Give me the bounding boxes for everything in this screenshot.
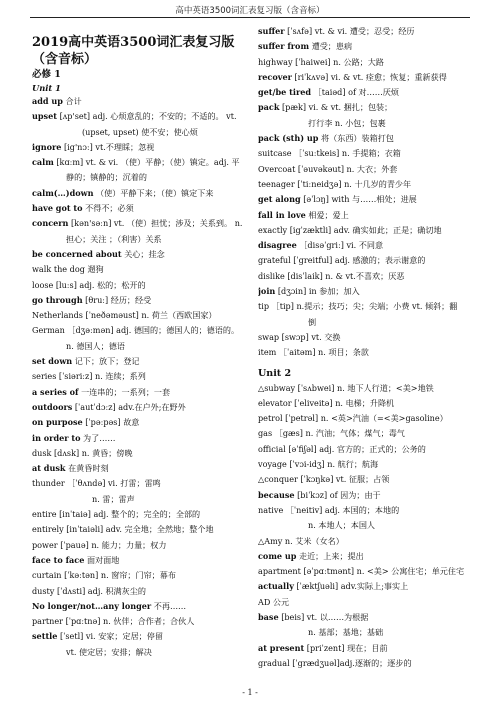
definition: 在黄昏时刻 [65, 463, 109, 474]
vocab-entry [258, 442, 474, 457]
vocab-entry [32, 262, 254, 277]
vocab-entry [258, 177, 474, 192]
definition: n. 本地人；本国人 [308, 520, 376, 531]
definition: item ［ˈaitəm] n. 项目；条款 [258, 347, 369, 358]
headword: outdoors [32, 401, 73, 412]
unit-heading: Unit 2 [258, 367, 292, 379]
definition: ［disəˈgriː] vi. 不同意 [296, 240, 384, 251]
vocab-entry [32, 216, 254, 231]
vocab-entry [32, 369, 254, 384]
definition: Overcoat [ˈəuvəkəut] n. 大衣；外套 [258, 163, 398, 174]
vocab-entry [32, 308, 254, 323]
vocab-entry [258, 284, 474, 299]
headword: have got to [32, 203, 83, 214]
headword: in order to [32, 432, 81, 443]
vocab-entry [258, 564, 474, 579]
definition: [ˈæktʃuəli] adv.实际上;事实上 [293, 581, 409, 592]
vocab-entry [32, 553, 254, 568]
vocab-entry [258, 625, 474, 640]
vocab-entry [258, 579, 474, 594]
definition: walk the dog 遛狗 [32, 264, 104, 275]
vocab-entry [32, 323, 254, 338]
definition: 遭受；患病 [309, 41, 353, 52]
vocab-entry [32, 94, 254, 109]
page-number: - 1 - [242, 688, 258, 697]
headword: get along [258, 194, 301, 205]
vocab-entry [32, 476, 254, 491]
headword: add up [32, 96, 63, 106]
definition: △subway [ˈsʌbwei] n. 地下人行道；<美>地铁 [258, 382, 434, 393]
page-header: 高中英语3500词汇表复习版（含音标） [175, 6, 325, 16]
vocab-entry [32, 568, 254, 583]
vocab-entry [258, 315, 474, 330]
headword: go through [32, 294, 83, 305]
headword: face to face [32, 554, 85, 565]
vocab-entry [258, 85, 474, 100]
vocab-entry [32, 522, 254, 537]
definition: 将（东西）装箱打包 [318, 133, 394, 144]
headword: calm(…)down [32, 187, 94, 198]
headword: No longer/not…any longer [32, 600, 152, 611]
definition: power [ˈpauə] n. 能力；力量；权力 [32, 539, 167, 550]
vocab-entry [258, 238, 474, 253]
definition: suitcase ［ˈsuːtkeis] n. 手提箱；衣箱 [258, 148, 401, 159]
headword: set down [32, 356, 73, 367]
definition: exactly [igˈzæktli] adv. 确实如此；正是；确切地 [258, 224, 442, 235]
vocab-entry [258, 70, 474, 85]
vocab-entry [32, 538, 254, 553]
definition: [ig'nɔː] vt.不理睬；忽视 [61, 141, 155, 152]
book-heading: 必修 1 [32, 69, 61, 80]
headword: disagree [258, 240, 297, 251]
vocab-entry [32, 415, 254, 430]
headword: fall in love [258, 209, 306, 220]
headword: ignore [32, 141, 62, 152]
vocab-entry [32, 170, 254, 185]
definition: German ［dʒəːmən] adj. 德国的；德国人的；德语的。 [32, 325, 240, 336]
definition: [dʒɔin] in 参加；加入 [275, 286, 360, 297]
vocab-entry [258, 192, 474, 207]
vocab-entry [32, 584, 254, 599]
headword: concern [32, 218, 69, 229]
definition: partner [ˈpɑːtnə] n. 伙伴；合作者；合伙人 [32, 616, 195, 627]
headword: settle [32, 631, 58, 642]
headword: on purpose [32, 417, 83, 428]
vocab-entry [32, 201, 254, 216]
vocab-entry [258, 381, 474, 396]
headword: actually [258, 581, 294, 592]
vocab-entry [32, 354, 254, 369]
definition: 担心；关注 ；（利害）关系 [66, 233, 162, 244]
definition: [ʌp'set] adj. 心烦意乱的；不安的；不适的。 vt. [57, 111, 237, 122]
headword: because [258, 489, 295, 500]
definition: ［taiəd] of 对……厌烦 [311, 87, 399, 98]
definition: official [əˈfiʃəl] adj. 官方的；正式的；公务的 [258, 443, 426, 454]
definition: 倒 [308, 316, 317, 327]
definition: 面对面地 [84, 554, 120, 565]
vocab-entry [258, 269, 474, 284]
vocab-entry [258, 208, 474, 223]
definition: native ［ˈneitiv] adj. 本国的；本地的 [258, 504, 400, 515]
definition: apartment [əˈpɑːtmənt] n. <美> 公寓住宅；单元住宅 [258, 566, 465, 577]
definition: n. 雷；雷声 [92, 493, 135, 504]
definition: n. 基部；基地；基础 [308, 627, 384, 638]
vocab-entry [32, 461, 254, 476]
definition: [biˈkɔz] of 因为；由于 [294, 489, 381, 500]
vocab-entry [32, 155, 254, 170]
vocab-entry [258, 488, 474, 503]
vocab-entry [32, 400, 254, 415]
vocab-entry [32, 629, 254, 644]
definition: [ˈsetl] vi. 安家；定居；停留 [57, 631, 163, 642]
definition: △Amy n. 艾米（女名） [258, 535, 344, 546]
definition: gas ［gæs] n. 汽油；气体；煤气；毒气 [258, 428, 405, 439]
headword: a series of [32, 386, 79, 397]
definition: gradual [ˈgrædʒuəl]adj.逐渐的；逐步的 [258, 657, 412, 668]
definition: 相爱；爱上 [305, 209, 349, 220]
definition: entire [inˈtaiə] adj. 整个的；完全的；全部的 [32, 509, 201, 520]
definition: entirely [inˈtaiəli] adv. 完全地；全然地；整个地 [32, 524, 214, 535]
vocab-entry [32, 140, 254, 155]
vocab-entry [258, 534, 474, 549]
definition: [kɑːm] vt. & vi. （使）平静；（使）镇定。adj. 平 [53, 157, 240, 168]
vocab-entry [258, 55, 474, 70]
vocab-entry [32, 109, 254, 124]
definition: voyage [ˈvɔi-idʒ] n. 航行；航海 [258, 459, 379, 470]
headword: at dusk [32, 463, 66, 474]
headword: be concerned about [32, 248, 122, 259]
left-column [32, 24, 254, 660]
definition: AD 公元 [258, 596, 290, 607]
definition: [pæk] vi. & vt. 捆扎；包装； [279, 102, 393, 113]
vocab-entry [32, 339, 254, 354]
definition: vt. 使定居；安排；解决 [66, 646, 152, 657]
vocab-entry [258, 223, 474, 238]
headword: suffer [258, 26, 285, 36]
definition: dislike [disˈlaik] n. & vt.不喜欢；厌恶 [258, 270, 405, 281]
headword: base [258, 611, 279, 622]
definition: 走近；上来；提出 [296, 550, 364, 561]
definition: grateful [ˈgreitful] adj. 感激的；表示谢意的 [258, 255, 426, 266]
vocab-entry [32, 385, 254, 400]
right-column [258, 24, 474, 671]
definition: 记下；放下；登记 [72, 356, 140, 367]
headword: upset [32, 111, 57, 122]
vocab-entry [258, 411, 474, 426]
definition: tip ［tip] n.提示；技巧；尖；尖端；小费 vt. 倾斜；翻 [258, 301, 458, 312]
vocab-entry [32, 431, 254, 446]
definition: 一连串的；一系列；一套 [78, 386, 171, 397]
definition: curtain [ˈkəːtən] n. 窗帘；门帘；幕布 [32, 570, 176, 581]
vocab-entry [32, 599, 254, 614]
definition: teenager [ˈtiːneidʒə] n. 十几岁的青少年 [258, 178, 412, 189]
definition: [θruː] 经历；经受 [82, 294, 152, 305]
header-rule [30, 17, 470, 18]
vocab-entry [258, 610, 474, 625]
vocab-entry [258, 472, 474, 487]
definition: series [ˈsiəriːz] n. 连续；系列 [32, 371, 146, 382]
definition: △conquer [ˈkɔŋkə] vt. 征服；占领 [258, 474, 390, 485]
definition: Netherlands [ˈneðəməust] n. 荷兰（西欧国家） [32, 310, 217, 321]
vocab-entry [258, 641, 474, 656]
vocab-entry [32, 125, 254, 140]
vocab-entry [258, 100, 474, 115]
vocab-entry [258, 345, 474, 360]
vocab-entry [32, 446, 254, 461]
unit-heading: Unit 1 [32, 83, 61, 93]
vocab-entry [32, 186, 254, 201]
definition: [beis] vt. 以……为根据 [278, 611, 369, 622]
vocab-entry [32, 614, 254, 629]
definition: highway [ˈhaiwei] n. 公路；大路 [258, 56, 384, 67]
vocab-entry [258, 595, 474, 610]
headword: calm [32, 157, 54, 168]
definition: [priˈzent] 现在；目前 [304, 642, 388, 653]
vocab-entry [32, 232, 254, 247]
definition: [kən'səːn] vt. （使）担忧；涉及；关系到。 n. [68, 218, 243, 229]
definition: 不再…… [151, 600, 187, 611]
vocab-entry [258, 426, 474, 441]
definition: 为了…… [80, 432, 116, 443]
headword: at present [258, 642, 305, 653]
headword: suffer from [258, 41, 310, 52]
definition: 合计 [62, 96, 82, 106]
vocab-entry [32, 293, 254, 308]
vocab-entry [258, 396, 474, 411]
definition: loose [luːs] adj. 松的；松开的 [32, 279, 146, 290]
vocab-entry [258, 253, 474, 268]
vocab-entry [258, 549, 474, 564]
definition: swap [swɔp] vt. 交换 [258, 331, 341, 342]
vocab-entry [32, 645, 254, 660]
vocab-entry [258, 39, 474, 54]
vocab-entry [258, 299, 474, 314]
definition: [ˈpəːpəs] 故意 [82, 417, 140, 428]
vocab-entry [258, 518, 474, 533]
definition: 静的；镇静的；沉着的 [66, 172, 147, 183]
vocab-entry [258, 330, 474, 345]
headword: recover [258, 71, 292, 82]
definition: dusty [ˈdʌsti] adj. 积满灰尘的 [32, 585, 146, 596]
definition: dusk [dʌsk] n. 黄昏；傍晚 [32, 447, 133, 458]
headword: pack [258, 102, 280, 113]
vocab-entry [258, 162, 474, 177]
definition: 关心；挂念 [121, 248, 165, 259]
headword: get/be tired [258, 87, 312, 98]
headword: join [258, 286, 276, 297]
vocab-entry [258, 656, 474, 671]
definition: elevator [ˈeliveitə] n. 电梯；升降机 [258, 397, 395, 408]
definition: [ˈsʌfə] vt. & vi. 遭受；忍受；经历 [284, 26, 415, 36]
vocab-entry [258, 503, 474, 518]
vocab-entry [32, 507, 254, 522]
definition: petrol [ˈpetrəl] n. <英>汽油（=<美>gasoline） [258, 413, 448, 424]
definition: thunder ［ˈθʌndə] vi. 打雷；雷鸣 [32, 478, 161, 489]
definition: （使）平静下来；（使）镇定下来 [93, 187, 214, 198]
definition: 打行李 n. 小包；包裹 [308, 117, 386, 128]
vocab-entry [32, 278, 254, 293]
definition: [ˈautˈdɔːz] adv.在户外;在野外 [72, 401, 186, 412]
vocab-entry [32, 492, 254, 507]
vocab-entry [258, 457, 474, 472]
vocab-entry [258, 116, 474, 131]
headword: pack (sth) up [258, 133, 319, 144]
definition: [əˈlɔŋ] with 与……相处；进展 [300, 194, 417, 205]
definition: n. 德国人；德语 [66, 340, 125, 351]
vocab-entry [258, 24, 474, 39]
vocab-entry [258, 131, 474, 146]
definition: [riˈkʌvə] vi. & vt. 痊愈；恢复；重新获得 [291, 71, 447, 82]
headword: come up [258, 550, 297, 561]
vocab-entry [258, 146, 474, 161]
definition: 不得不；必须 [82, 203, 134, 214]
document-title: 2019高中英语3500词汇表复习版（含音标） [32, 35, 235, 67]
vocab-entry [32, 247, 254, 262]
definition: (upset, upset) 使不安；使心烦 [82, 126, 198, 137]
